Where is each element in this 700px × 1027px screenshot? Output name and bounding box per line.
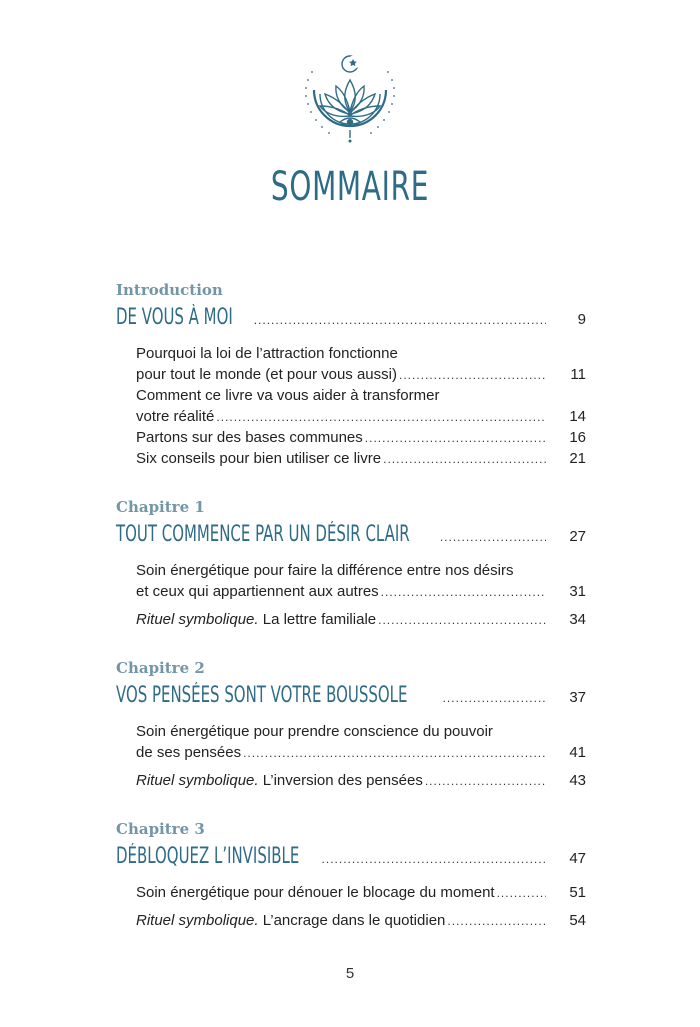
section-label: Introduction <box>116 281 223 299</box>
toc-section-chapitre-1 <box>116 497 586 630</box>
chapter-heading-row[interactable] <box>116 517 586 553</box>
entry-text: pour tout le monde (et pour vous aussi) <box>136 366 397 383</box>
page-number: 31 <box>569 583 586 600</box>
dot-leader <box>383 449 546 470</box>
entry-line: Soin énergétique pour faire la différence entre nos désirs <box>136 562 514 579</box>
entry-italic-prefix: Rituel symbolique. <box>136 772 259 789</box>
toc-section-chapitre-3 <box>116 819 586 931</box>
entry-text: Partons sur des bases communes <box>136 429 363 446</box>
chapter-heading-row[interactable] <box>116 678 586 714</box>
dot-leader <box>378 610 546 631</box>
entry-rest: La lettre familiale <box>258 611 377 628</box>
page-number: 27 <box>569 528 586 545</box>
dot-leader <box>254 302 546 338</box>
toc-entry[interactable] <box>136 448 586 469</box>
entry-text: Six conseils pour bien utiliser ce livre <box>136 450 382 467</box>
entry-line: Comment ce livre va vous aider à transformer <box>136 387 440 404</box>
dot-leader <box>443 680 546 716</box>
chapter-title: DÉBLOQUEZ L’INVISIBLE <box>116 844 300 869</box>
page-number: 37 <box>569 689 586 706</box>
dot-leader <box>216 407 546 428</box>
toc-entry[interactable] <box>136 560 586 602</box>
toc-entry[interactable] <box>136 910 586 931</box>
table-of-contents <box>116 280 586 931</box>
chapter-heading-row[interactable] <box>116 300 586 336</box>
section-label: Chapitre 3 <box>116 820 205 838</box>
toc-entry[interactable] <box>136 385 586 427</box>
page-number: 47 <box>569 850 586 867</box>
chapter-title: DE VOUS À MOI <box>116 305 233 330</box>
page-number: 21 <box>569 450 586 467</box>
dot-leader <box>243 743 546 764</box>
dot-leader <box>365 428 546 449</box>
toc-entry[interactable] <box>136 721 586 763</box>
dot-leader <box>399 365 546 386</box>
entry-text: Soin énergétique pour dénouer le blocage du moment <box>136 884 495 901</box>
entry-text <box>136 609 376 630</box>
toc-entry[interactable] <box>136 882 586 903</box>
entry-line: Soin énergétique pour prendre conscience du pouvoir <box>136 723 493 740</box>
lotus-moon-emblem-icon <box>300 50 400 150</box>
entry-text <box>136 770 423 791</box>
section-label: Chapitre 2 <box>116 659 205 677</box>
section-label: Chapitre 1 <box>116 498 205 516</box>
toc-entry[interactable] <box>136 343 586 385</box>
page-number: 43 <box>569 772 586 789</box>
toc-entry[interactable] <box>136 427 586 448</box>
toc-entry[interactable] <box>136 770 586 791</box>
entry-text: votre réalité <box>136 408 215 425</box>
page-title: SOMMAIRE <box>270 164 430 210</box>
entry-italic-prefix: Rituel symbolique. <box>136 912 259 929</box>
page-number: 14 <box>569 408 586 425</box>
toc-entry[interactable] <box>136 609 586 630</box>
chapter-title: VOS PENSÉES SONT VOTRE BOUSSOLE <box>116 683 408 708</box>
dot-leader <box>425 771 546 792</box>
entry-italic-prefix: Rituel symbolique. <box>136 611 259 628</box>
entry-rest: L’inversion des pensées <box>258 772 423 789</box>
chapter-title: TOUT COMMENCE PAR UN DÉSIR CLAIR <box>116 522 410 547</box>
chapter-heading-row[interactable] <box>116 839 586 875</box>
entry-text: de ses pensées <box>136 744 242 761</box>
page-number: 41 <box>569 744 586 761</box>
toc-section-introduction <box>116 280 586 469</box>
entry-line: Pourquoi la loi de l’attraction fonctionne <box>136 345 398 362</box>
page-number: 16 <box>569 429 586 446</box>
page-number: 54 <box>569 912 586 929</box>
dot-leader <box>440 519 546 555</box>
dot-leader <box>381 582 546 603</box>
dot-leader <box>447 911 546 932</box>
entry-rest: L’ancrage dans le quotidien <box>258 912 446 929</box>
page-number: 51 <box>569 884 586 901</box>
entry-text <box>136 910 445 931</box>
toc-section-chapitre-2 <box>116 658 586 791</box>
page-number: 11 <box>570 366 586 383</box>
dot-leader <box>497 883 546 904</box>
dot-leader <box>322 841 546 877</box>
page-number: 34 <box>569 611 586 628</box>
entry-text: et ceux qui appartiennent aux autres <box>136 583 379 600</box>
page-footer-number: 5 <box>345 965 355 982</box>
page-number: 9 <box>577 311 586 328</box>
